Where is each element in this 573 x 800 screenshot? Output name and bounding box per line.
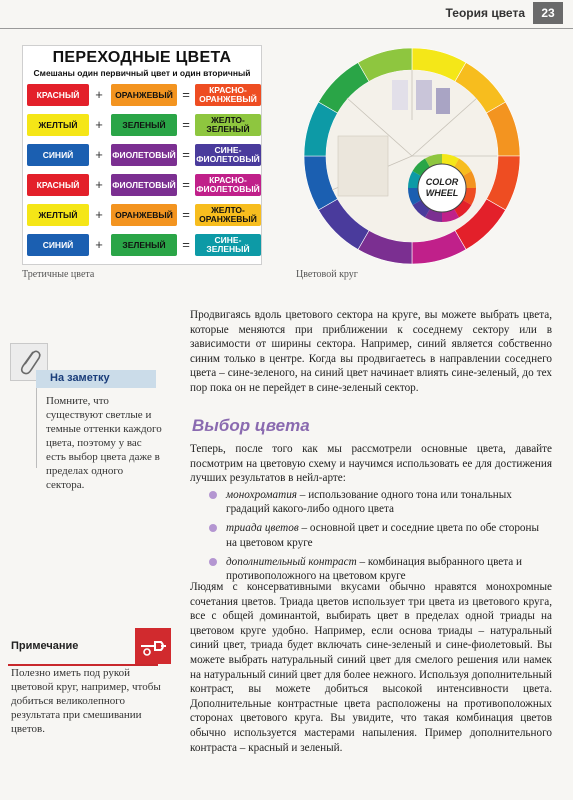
- hint-heading: Примечание: [11, 640, 79, 652]
- plus-sign: +: [95, 147, 103, 162]
- transitional-colors-panel: [22, 45, 262, 265]
- caption-color-wheel: Цветовой круг: [296, 269, 358, 280]
- primary-color-chip: СИНИЙ: [27, 234, 89, 256]
- list-item: [206, 521, 552, 549]
- color-mix-row: [27, 144, 259, 168]
- secondary-color-chip: ЗЕЛЕНЫЙ: [111, 114, 177, 136]
- color-wheel-figure: [292, 40, 550, 268]
- section-lead: Теперь, после того как мы рассмотрели основные цвета, давайте посмотрим на цветовую схему и научимся использовать ее для достижения лучших результатов в нейл-арте:: [190, 443, 552, 485]
- panel-subtitle: Смешаны один первичный цвет и один вторичный: [33, 68, 251, 78]
- intro-paragraph: Продвигаясь вдоль цветового сектора на круге, вы можете выбрать цвета, которые меняются при приближении к соседнему сектору или в зависимости от ширины сектора. Например, синий является собственно синим только в центре. Когда вы продвигаетесь в направлении соседнего цвета – сине-зеленого, на синий цвет начинает влиять сине-зеленый, до тех пор пока он не перейдет в сине-зеленый сектор.: [190, 309, 552, 394]
- bullet-text: – комбинация выбранного цвета и противоположного на цветовом круге: [226, 555, 523, 583]
- bullet-list: [206, 488, 552, 588]
- secondary-color-chip: ФИОЛЕТОВЫЙ: [111, 174, 177, 196]
- result-color-chip: КРАСНО-ФИОЛЕТОВЫЙ: [196, 175, 260, 194]
- caption-tertiary-colors: Третичные цвета: [22, 269, 95, 280]
- list-item: [206, 555, 552, 583]
- airbrush-icon: [135, 628, 171, 664]
- result-color-chip: КРАСНО-ОРАНЖЕВЫЙ: [195, 84, 261, 106]
- plus-sign: +: [95, 117, 103, 132]
- primary-color-chip: КРАСНЫЙ: [27, 84, 89, 106]
- bullet-dot-icon: [209, 558, 217, 566]
- equals-sign: =: [182, 237, 190, 252]
- color-mix-row: [27, 204, 259, 228]
- color-mix-row: [27, 84, 259, 108]
- result-color-chip: СИНЕ-ФИОЛЕТОВЫЙ: [196, 145, 260, 164]
- header-divider: [0, 28, 573, 29]
- hint-text: Полезно иметь под рукой цветовой круг, например, чтобы добиться великолепного результата при смешивании цветов.: [11, 667, 161, 735]
- hint-box: [135, 628, 171, 664]
- bullet-dot-icon: [209, 524, 217, 532]
- bullet-term: дополнительный контраст: [226, 555, 357, 568]
- primary-color-chip: ЖЕЛТЫЙ: [27, 114, 89, 136]
- equals-sign: =: [182, 147, 190, 162]
- note-heading: На заметку: [50, 372, 110, 384]
- secondary-color-chip: ФИОЛЕТОВЫЙ: [111, 144, 177, 166]
- equals-sign: =: [182, 87, 190, 102]
- bullet-text: – использование одного тона или тональных градаций какого-либо одного цвета: [226, 489, 512, 516]
- primary-color-chip: КРАСНЫЙ: [27, 174, 89, 196]
- secondary-color-chip: ОРАНЖЕВЫЙ: [111, 204, 177, 226]
- wheel-label-wheel: WHEEL: [425, 188, 459, 198]
- color-wheel: [292, 40, 550, 268]
- secondary-color-chip: ЗЕЛЕНЫЙ: [111, 234, 177, 256]
- primary-color-chip: СИНИЙ: [27, 144, 89, 166]
- section-body: Людям с консервативными вкусами обычно нравятся монохромные сочетания цветов. Триада цветов использует три цвета из цветового круга, все с общей доминантой, выбирать цвет в пределах одной триады на цветовом круге удобно. Например, если основа триады – натуральный синий цвет, триада будет включать сине-зеленый и сине-фиолетовый. Вы можете выбрать натуральный синий цвет для смелого решения или намек на натуральный синий цвет для более нежного. Используя дополнительный контраст, вы можете добиться высокой интенсивности цвета. Дополнительные контрастные цвета расположены на противоположных сторонах цветового круга. Вы увидите, что такая комбинация цветов обычно используется мастерами напыления. Пример дополнительного контраста – красный и зеленый.: [190, 581, 552, 754]
- color-mix-row: [27, 114, 259, 138]
- panel-title: ПЕРЕХОДНЫЕ ЦВЕТА: [52, 49, 232, 66]
- equals-sign: =: [182, 177, 190, 192]
- bullet-term: монохроматия: [226, 489, 297, 501]
- plus-sign: +: [95, 237, 103, 252]
- result-color-chip: СИНЕ-ЗЕЛЕНЫЙ: [195, 234, 261, 256]
- list-item: [206, 488, 552, 516]
- plus-sign: +: [95, 207, 103, 222]
- secondary-color-chip: ОРАНЖЕВЫЙ: [111, 84, 177, 106]
- bullet-term: триада цветов: [226, 522, 299, 535]
- page-number: 23: [533, 2, 563, 24]
- primary-color-chip: ЖЕЛТЫЙ: [27, 204, 89, 226]
- plus-sign: +: [95, 177, 103, 192]
- section-title: Теория цвета: [445, 6, 525, 20]
- wheel-label-color: COLOR: [425, 177, 459, 187]
- note-text: Помните, что существуют светлые и темные оттенки каждого цвета, поэтому у вас есть выбор цвета даже в пределах одного сектора.: [46, 395, 162, 491]
- section-heading: Выбор цвета: [192, 416, 310, 435]
- result-color-chip: ЖЕЛТО-ОРАНЖЕВЫЙ: [195, 204, 261, 226]
- color-mix-row: [27, 174, 259, 198]
- note-divider: [36, 388, 37, 468]
- color-mix-row: [27, 234, 259, 258]
- bullet-dot-icon: [209, 491, 217, 499]
- plus-sign: +: [95, 87, 103, 102]
- bullet-text: – основной цвет и соседние цвета по обе стороны на цветовом круге: [226, 522, 540, 549]
- equals-sign: =: [182, 117, 190, 132]
- result-color-chip: ЖЕЛТО-ЗЕЛЕНЫЙ: [195, 114, 261, 136]
- equals-sign: =: [182, 207, 190, 222]
